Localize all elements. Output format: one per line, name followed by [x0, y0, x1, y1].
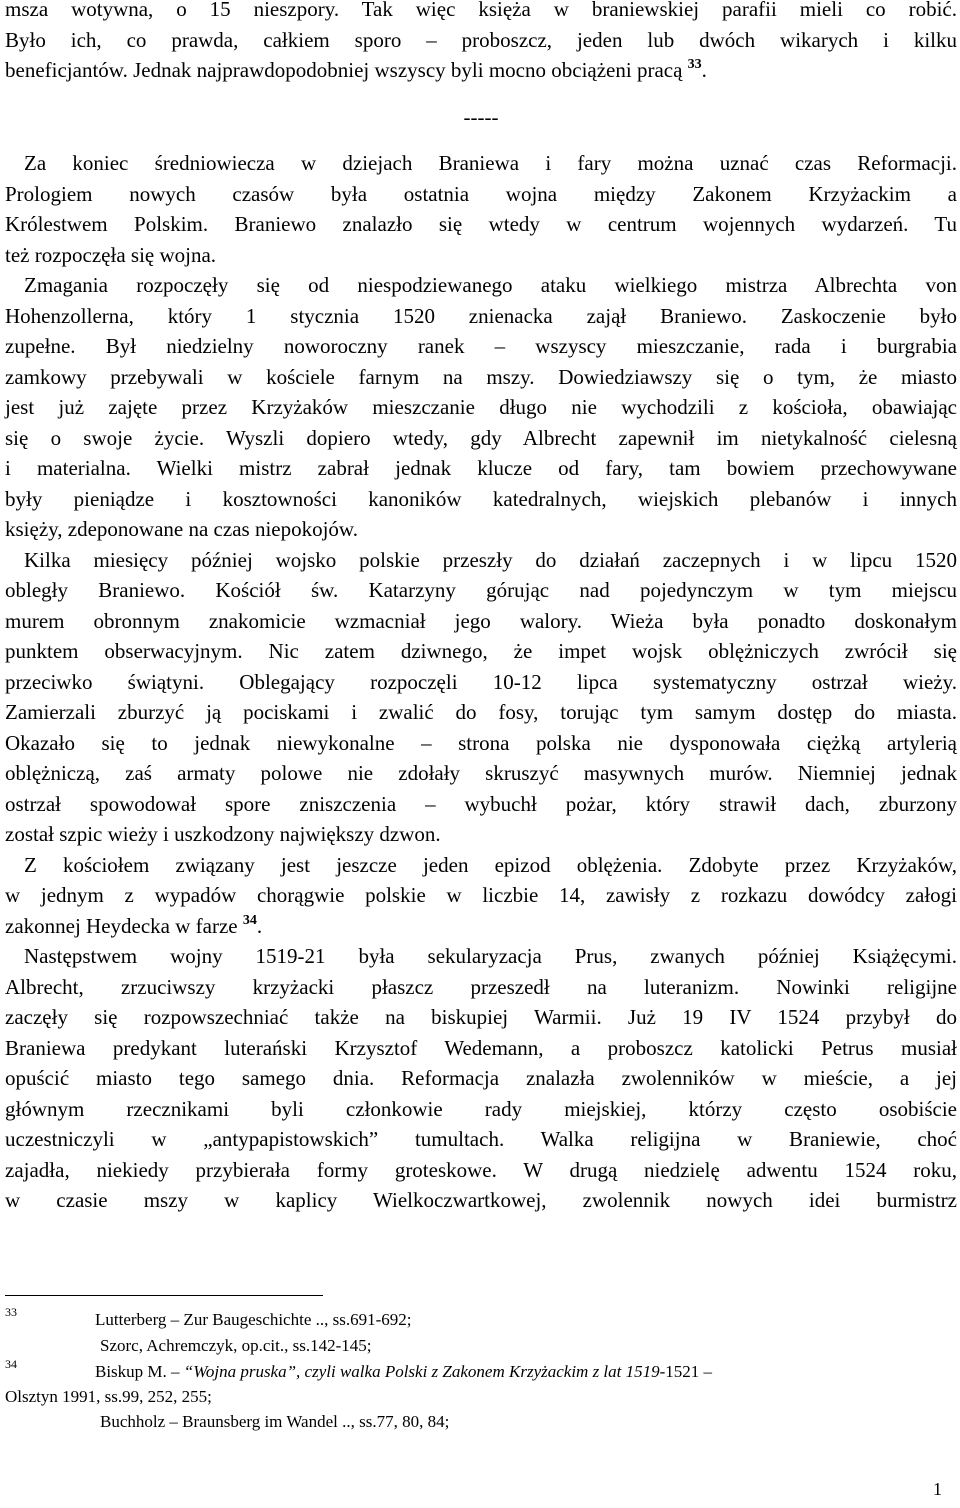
body-line-text: księży, zdeponowane na czas niepokojów.: [5, 517, 358, 541]
body-line: [5, 606, 957, 637]
footnote-33-line-1: Lutterberg – Zur Baugeschichte .., ss.691-692;: [95, 1310, 412, 1329]
body-line: [5, 941, 957, 972]
footnote-34-line-2: Olsztyn 1991, ss.99, 252, 255;: [5, 1387, 212, 1406]
body-line-text: Królestwem Polskim. Braniewo znalazło się wtedy w centrum wojennych wydarzeń. Tu: [5, 212, 957, 236]
body-line-text: Albrecht, zrzuciwszy krzyżacki płaszcz przeszedł na luteranizm. Nowinki religijne: [5, 974, 957, 999]
footnote-33-line-2: Szorc, Achremczyk, op.cit., ss.142-145;: [100, 1336, 372, 1355]
body-line: [5, 331, 957, 362]
footnote-reference[interactable]: 34: [242, 912, 257, 928]
body-line: [5, 972, 957, 1003]
body-line: [5, 1124, 957, 1155]
body-line: [5, 728, 957, 759]
body-line-text: głównym rzecznikami byli członkowie rady miejskiej, którzy często osobiście: [5, 1096, 957, 1121]
body-line: [5, 667, 957, 698]
body-line-text: Było ich, co prawda, całkiem sporo – proboszcz, jeden lub dwóch wikarych i kilku: [5, 27, 957, 52]
body-line: [5, 1033, 957, 1064]
body-line: [5, 545, 957, 576]
body-line-text: się o swoje życie. Wyszli dopiero wtedy, gdy Albrecht zapewnił im nietykalność cielesną: [5, 425, 957, 450]
body-line: [5, 819, 957, 850]
body-line-text: zamkowy przebywali w kościele farnym na mszy. Dowiedziawszy się o tym, że miasto: [5, 364, 957, 389]
footnote-34-line-3: Buchholz – Braunsberg im Wandel .., ss.77, 80, 84;: [100, 1412, 450, 1431]
body-line: [5, 758, 957, 789]
body-line-text: msza wotywna, o 15 nieszpory. Tak więc księża w braniewskiej parafii mieli co robić.: [5, 0, 957, 21]
body-line: [5, 392, 957, 423]
body-line: [5, 697, 957, 728]
body-line-text: przeciwko świątyni. Oblegający rozpoczęli 10-12 lipca systematyczny ostrzał wieży.: [5, 669, 957, 694]
footnote-34-line-1: [95, 1361, 712, 1383]
body-line-text: obległy Braniewo. Kościół św. Katarzyny górując nad pojedynczym w tym miejscu: [5, 578, 957, 602]
body-line-text: Zamierzali zburzyć ją pociskami i zwalić do fosy, torując tym samym dostęp do miasta.: [5, 700, 957, 724]
body-line: [5, 55, 957, 86]
body-line: [5, 362, 957, 393]
body-line: [5, 209, 957, 240]
body-line: [5, 1155, 957, 1186]
page-number: 1: [933, 1479, 942, 1499]
footnote-reference[interactable]: 33: [687, 57, 702, 72]
body-line: [5, 453, 957, 484]
body-line-text: Z kościołem związany jest jeszcze jeden epizod oblężenia. Zdobyte przez Krzyżaków,: [24, 852, 957, 877]
body-line: [5, 179, 957, 210]
body-line-text: punktem obserwacyjnym. Nic zatem dziwnego, że impet wojsk oblężniczych zwrócił się: [5, 639, 957, 663]
body-line-text: Kilka miesięcy później wojsko polskie przeszły do działań zaczepnych i w lipcu 1520: [24, 547, 957, 572]
body-line-text: Okazało się to jednak niewykonalne – strona polska nie dysponowała ciężką artylerią: [5, 730, 957, 755]
body-line: [5, 1185, 957, 1216]
body-line-text: były pieniądze i kosztowności kanoników katedralnych, wiejskich plebanów i innych: [5, 486, 957, 511]
body-line-text: beneficjantów. Jednak najprawdopodobniej wszyscy byli mocno obciążeni pracą: [5, 58, 683, 82]
body-line-text: uczestniczyli w „antypapistowskich” tumultach. Walka religijna w Braniewie, choć: [5, 1127, 957, 1151]
body-line-text: Zmagania rozpoczęły się od niespodziewanego ataku wielkiego mistrza Albrechta von: [24, 273, 957, 297]
footnote-rule: [5, 1295, 323, 1296]
body-line: [5, 850, 957, 881]
body-line-text: Prologiem nowych czasów była ostatnia wojna między Zakonem Krzyżackim a: [5, 181, 957, 206]
section-separator: -----: [463, 104, 499, 129]
body-line-text: zupełne. Był niedzielny noworoczny ranek – wszyscy mieszczanie, rada i burgrabia: [5, 334, 957, 358]
body-line-text: ostrzał spowodował spore zniszczenia – wybuchł pożar, który strawił dach, zburzony: [5, 791, 957, 816]
body-line-punct: .: [256, 913, 263, 938]
body-line-text: też rozpoczęła się wojna.: [5, 242, 217, 267]
body-line: [5, 1063, 957, 1094]
body-line: [5, 484, 957, 515]
body-line-text: opuścić miasto tego samego dnia. Reformacja znalazła zwolenników w mieście, a jej: [5, 1066, 957, 1090]
body-line: [5, 0, 957, 25]
body-line-text: Braniewa predykant luterański Krzysztof Wedemann, a proboszcz katolicki Petrus musiał: [5, 1035, 957, 1060]
body-line: [5, 514, 957, 545]
body-line-text: jest już zajęte przez Krzyżaków mieszczanie długo nie wychodzili z kościoła, obawiając: [5, 395, 957, 419]
body-line-text: zakonnej Heydecka w farze: [5, 913, 238, 938]
body-line-text: zaczęły się rozpowszechniać także na biskupiej Warmii. Już 19 IV 1524 przybył do: [5, 1005, 957, 1029]
body-line-text: Hohenzollerna, który 1 stycznia 1520 znienacka zajął Braniewo. Zaskoczenie było: [5, 303, 957, 328]
body-line: [5, 575, 957, 606]
body-text: [5, 0, 957, 1216]
body-line: [5, 148, 957, 179]
footnote-33-number: 33: [5, 1305, 17, 1319]
footnote-34-title: “Wojna pruska”, czyli walka Polski z Zakonem Krzyżackim z lat 1519: [183, 1362, 660, 1381]
body-line-text: został szpic wieży i uszkodzony największy dzwon.: [5, 822, 441, 846]
body-line: [5, 1002, 957, 1033]
body-line: [5, 1094, 957, 1125]
body-line-text: w czasie mszy w kaplicy Wielkoczwartkowej, zwolennik nowych idei burmistrz: [5, 1188, 957, 1212]
footnote-34-number: 34: [5, 1357, 17, 1371]
footnote-34-range: -1521 –: [659, 1362, 713, 1381]
body-line-text: murem obronnym znakomicie wzmacniał jego walory. Wieża była ponadto doskonałym: [5, 608, 957, 633]
body-line: [5, 25, 957, 56]
body-line: [5, 911, 957, 942]
body-line: [5, 301, 957, 332]
body-line-text: oblężniczą, zaś armaty polowe nie zdołały skruszyć masywnych murów. Niemniej jednak: [5, 761, 957, 785]
body-line-text: i materialna. Wielki mistrz zabrał jednak klucze od fary, tam bowiem przechowywane: [5, 456, 957, 480]
body-line: [5, 636, 957, 667]
body-line: [5, 789, 957, 820]
body-line-text: w jednym z wypadów chorągwie polskie w liczbie 14, zawisły z rozkazu dowódcy załogi: [5, 883, 957, 907]
body-line: [5, 240, 957, 271]
body-line-text: Następstwem wojny 1519-21 była sekularyzacja Prus, zwanych później Książęcymi.: [24, 944, 957, 968]
body-line-punct: .: [701, 58, 707, 82]
footnote-34-author: Biskup M. –: [95, 1362, 184, 1381]
body-line-text: Za koniec średniowiecza w dziejach Braniewa i fary można uznać czas Reformacji.: [24, 151, 957, 175]
body-line: [5, 423, 957, 454]
body-line: [5, 270, 957, 301]
body-line: [5, 880, 957, 911]
body-line-text: zajadła, niekiedy przybierała formy groteskowe. W drugą niedzielę adwentu 1524 roku,: [5, 1157, 957, 1182]
